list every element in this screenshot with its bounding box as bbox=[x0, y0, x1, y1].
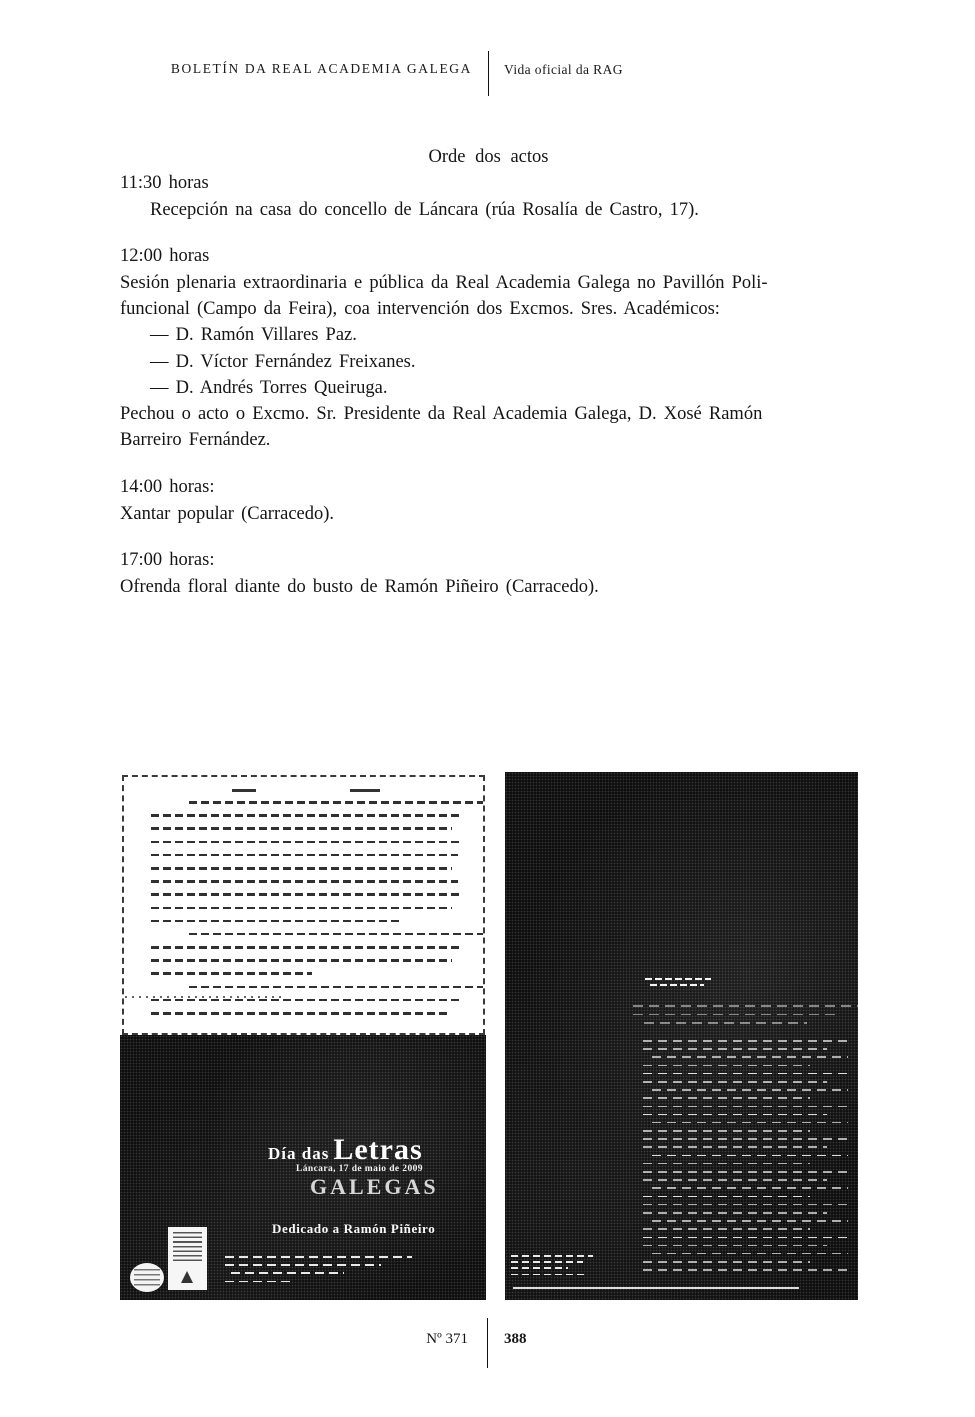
figure-programme-scan bbox=[505, 772, 858, 1300]
scan-text-line bbox=[189, 801, 485, 804]
scan-paragraph bbox=[151, 986, 461, 1015]
scan-text-line bbox=[644, 1022, 807, 1024]
scan-text-line bbox=[151, 827, 452, 830]
scan-text-line bbox=[652, 1253, 849, 1255]
time-label-1130: 11:30 horas bbox=[120, 173, 209, 194]
time-label-1400: 14:00 horas: bbox=[120, 477, 215, 498]
scan-text-line bbox=[643, 1179, 827, 1181]
section-label: Vida oficial da RAG bbox=[504, 62, 623, 77]
poster-title bbox=[268, 1133, 423, 1167]
scan-text-line bbox=[643, 1146, 827, 1148]
scan-text-line bbox=[511, 1255, 593, 1257]
scan-text-line bbox=[652, 1220, 849, 1222]
scan-text-line bbox=[189, 933, 485, 936]
scan-text-line bbox=[643, 1114, 827, 1116]
order-title: Orde dos actos bbox=[428, 147, 549, 167]
scan-text-line bbox=[151, 959, 452, 962]
poster-title-small: Día das bbox=[268, 1144, 330, 1163]
time-label-1200: 12:00 horas bbox=[120, 246, 210, 267]
scan-text-line bbox=[511, 1267, 568, 1269]
event-line-closing-1: Pechou o acto o Excmo. Sr. Presidente da Real Academia Galega, D. Xosé Ramón bbox=[120, 404, 763, 425]
scan-text-line bbox=[652, 1122, 849, 1124]
scan-text-line bbox=[643, 1204, 851, 1206]
poster-dedication: Dedicado a Ramón Piñeiro bbox=[272, 1221, 436, 1236]
scan-heading-fragment bbox=[350, 789, 380, 792]
scan-text-line bbox=[643, 1212, 827, 1214]
event-line-session-2: funcional (Campo da Feira), coa intervención dos Excmos. Sres. Académicos: bbox=[120, 298, 720, 319]
scan-text-line bbox=[151, 999, 461, 1002]
scan-text-line bbox=[151, 1012, 449, 1015]
poster-title-large: Letras bbox=[333, 1133, 423, 1166]
footer-divider bbox=[487, 1318, 488, 1368]
poster-subtitle: Láncara, 17 de maio de 2009 bbox=[296, 1164, 423, 1174]
scan-paragraph bbox=[151, 933, 461, 975]
scan-text-line bbox=[151, 867, 452, 870]
scan-text-line bbox=[225, 1281, 291, 1283]
scan-text-line bbox=[151, 907, 452, 910]
scan-text-line bbox=[151, 920, 399, 923]
figure-letras-galegas-poster bbox=[120, 1035, 486, 1300]
scan-text-line bbox=[652, 1155, 849, 1157]
programme-intro-lines bbox=[633, 1005, 858, 1031]
emblem-logo bbox=[168, 1227, 207, 1290]
seal-logo-detail bbox=[134, 1269, 160, 1287]
footer-page-number: 388 bbox=[504, 1331, 527, 1347]
scan-text-line bbox=[643, 1081, 827, 1083]
time-label-1700: 17:00 horas: bbox=[120, 550, 215, 571]
scan-text-line bbox=[643, 1228, 810, 1230]
scan-text-line bbox=[645, 978, 711, 980]
footer-issue-number: Nº 371 bbox=[426, 1331, 468, 1347]
programme-text-column bbox=[643, 1040, 857, 1277]
academic-item-3: — D. Andrés Torres Queiruga. bbox=[150, 377, 388, 398]
event-line-closing-2: Barreiro Fernández. bbox=[120, 430, 271, 451]
scan-text-line bbox=[225, 1256, 412, 1258]
scan-text-line bbox=[643, 1163, 810, 1165]
scan-text-line bbox=[511, 1274, 588, 1276]
academic-item-1: — D. Ramón Villares Paz. bbox=[150, 325, 357, 346]
scan-text-line bbox=[151, 854, 458, 857]
scan-fold-mark bbox=[125, 996, 285, 998]
scan-text-line bbox=[151, 946, 461, 949]
scan-text-line bbox=[643, 1171, 851, 1173]
scan-text-line bbox=[643, 1261, 810, 1263]
event-line-lunch: Xantar popular (Carracedo). bbox=[120, 503, 335, 524]
programme-footnote-block bbox=[511, 1255, 593, 1280]
seal-logo bbox=[130, 1263, 164, 1292]
scan-text-line bbox=[643, 1130, 810, 1132]
poster-title-caps: GALEGAS bbox=[310, 1174, 439, 1199]
scan-text-line bbox=[652, 1187, 849, 1189]
scan-text-line bbox=[643, 1269, 851, 1271]
scan-text-line bbox=[650, 984, 704, 986]
scan-text-line bbox=[652, 1056, 849, 1058]
scan-text-line bbox=[151, 972, 312, 975]
journal-title: BOLETÍN DA REAL ACADEMIA GALEGA bbox=[170, 61, 472, 76]
poster-credits-text bbox=[225, 1256, 420, 1289]
scan-text-line bbox=[511, 1261, 583, 1263]
tree-icon bbox=[181, 1271, 193, 1283]
scan-text-line bbox=[151, 880, 458, 883]
scan-text-line bbox=[633, 1005, 858, 1007]
scan-heading-fragment bbox=[232, 789, 256, 792]
scan-letter-heading bbox=[151, 789, 461, 792]
scan-text-line bbox=[189, 986, 485, 989]
scan-text-line bbox=[652, 1089, 849, 1091]
scan-text-line bbox=[151, 814, 461, 817]
scan-text-line bbox=[633, 1014, 836, 1016]
scan-text-line bbox=[643, 1237, 851, 1239]
scan-text-line bbox=[643, 1097, 810, 1099]
academic-item-2: — D. Víctor Fernández Freixanes. bbox=[150, 351, 416, 372]
programme-bottom-rule bbox=[513, 1287, 799, 1289]
scan-text-line bbox=[643, 1073, 851, 1075]
emblem-logo-text bbox=[173, 1232, 202, 1262]
scan-text-line bbox=[643, 1138, 851, 1140]
order-of-events bbox=[120, 144, 857, 600]
scan-text-line bbox=[643, 1065, 810, 1067]
programme-script-title bbox=[645, 978, 711, 989]
scan-text-line bbox=[643, 1196, 810, 1198]
event-line-session-1: Sesión plenaria extraordinaria e pública da Real Academia Galega no Pavillón Poli- bbox=[120, 272, 768, 293]
figure-typed-letter-scan bbox=[122, 775, 485, 1035]
scan-text-line bbox=[231, 1272, 344, 1274]
event-line-offering: Ofrenda floral diante do busto de Ramón Piñeiro (Carracedo). bbox=[120, 576, 599, 597]
scan-text-line bbox=[225, 1264, 381, 1266]
scan-text-line bbox=[643, 1245, 827, 1247]
event-line-reception: Recepción na casa do concello de Láncara (rúa Rosalía de Castro, 17). bbox=[150, 199, 699, 220]
scan-paragraph bbox=[151, 801, 461, 922]
scan-text-line bbox=[643, 1040, 851, 1042]
scan-text-line bbox=[643, 1048, 827, 1050]
header-divider bbox=[488, 51, 489, 96]
scan-text-line bbox=[643, 1106, 851, 1108]
scan-text-line bbox=[151, 841, 461, 844]
scan-text-line bbox=[151, 893, 461, 896]
